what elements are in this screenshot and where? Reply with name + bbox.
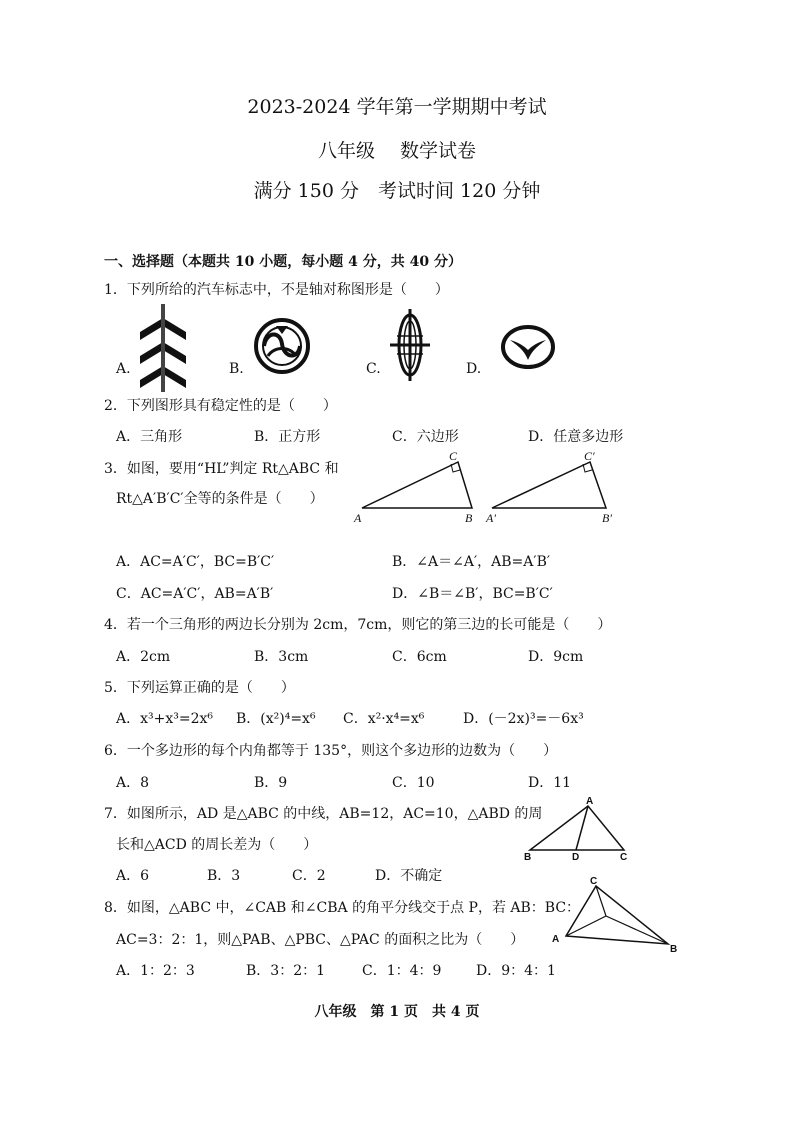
q3-label-c: C	[449, 449, 458, 463]
q8-option-b: B．3：2：1	[246, 963, 326, 979]
q8-stem-line2: AC=3：2：1，则△PAB、△PBC、△PAC 的面积之比为（ ）	[116, 932, 525, 948]
q3-label-b: B	[465, 511, 473, 525]
dongfeng-logo-icon	[252, 316, 312, 376]
page-footer: 八年级 第 1 页 共 4 页	[314, 1004, 480, 1020]
q3-triangles-figure	[350, 446, 630, 530]
q4-stem: 4．若一个三角形的两边长分别为 2cm，7cm，则它的第三边的长可能是（ ）	[104, 617, 612, 633]
q3-option-d: D．∠B＝∠B′，BC=B′C′	[392, 586, 553, 602]
q5-option-b: B．(x²)⁴=x⁶	[236, 711, 316, 727]
q3-option-a: A．AC=A′C′，BC=B′C′	[116, 554, 275, 570]
q1-option-a: A.	[116, 361, 131, 377]
q3-label-a-prime: A′	[486, 511, 496, 525]
q8-option-c: C．1：4：9	[362, 963, 442, 979]
q8-label-c: C	[590, 876, 598, 887]
q8-triangle-figure	[546, 874, 686, 956]
q7-stem-line1: 7．如图所示，AD 是△ABC 的中线，AB=12，AC=10，△ABD 的周	[104, 806, 543, 822]
exam-title: 2023-2024 学年第一学期期中考试	[247, 96, 547, 118]
q6-option-c: C．10	[392, 775, 435, 791]
q3-label-a: A	[354, 511, 362, 525]
q3-label-c-prime: C′	[584, 449, 595, 463]
q4-option-c: C．6cm	[392, 649, 447, 665]
q7-label-b: B	[524, 852, 532, 863]
q4-option-d: D．9cm	[528, 649, 584, 665]
q5-stem: 5．下列运算正确的是（ ）	[104, 680, 295, 696]
lincoln-logo-icon	[388, 306, 432, 384]
section-heading: 一、选择题（本题共 10 小题，每小题 4 分，共 40 分）	[104, 254, 462, 270]
q7-label-d: D	[572, 852, 580, 863]
q7-label-a: A	[586, 796, 594, 807]
q7-option-b: B．3	[207, 868, 241, 884]
q8-option-a: A．1：2：3	[116, 963, 195, 979]
citroen-logo-icon	[136, 302, 190, 394]
q4-option-b: B．3cm	[254, 649, 309, 665]
q6-option-d: D．11	[528, 775, 572, 791]
exam-subtitle: 八年级 数学试卷	[317, 140, 477, 162]
q2-option-d: D．任意多边形	[528, 429, 624, 445]
q4-option-a: A．2cm	[116, 649, 171, 665]
q2-option-b: B．正方形	[254, 429, 321, 445]
q1-option-b: B.	[229, 361, 244, 377]
q5-option-d: D．(－2x)³=－6x³	[463, 711, 584, 727]
q3-stem-line2: Rt△A′B′C′全等的条件是（ ）	[116, 491, 324, 507]
q1-option-d: D.	[466, 361, 482, 377]
q8-label-a: A	[552, 934, 560, 945]
q5-option-c: C．x²·x⁴=x⁶	[343, 711, 425, 727]
q3-label-b-prime: B′	[602, 511, 612, 525]
q6-stem: 6．一个多边形的每个内角都等于 135°，则这个多边形的边数为（ ）	[104, 743, 558, 759]
q7-option-d: D．不确定	[375, 868, 443, 884]
q3-option-b: B．∠A＝∠A′，AB=A′B′	[392, 554, 551, 570]
q7-label-c: C	[620, 852, 628, 863]
q7-triangle-figure	[518, 794, 636, 866]
q2-option-c: C．六边形	[392, 429, 459, 445]
q2-option-a: A．三角形	[116, 429, 183, 445]
q6-option-a: A．8	[116, 775, 150, 791]
q7-option-c: C．2	[292, 868, 326, 884]
q7-option-a: A．6	[116, 868, 150, 884]
q8-option-d: D．9：4：1	[476, 963, 556, 979]
q5-option-a: A．x³+x³=2x⁶	[116, 711, 214, 727]
q1-option-c: C.	[366, 361, 381, 377]
q6-option-b: B．9	[254, 775, 288, 791]
mazda-logo-icon	[500, 324, 556, 370]
q8-label-b: B	[670, 944, 678, 955]
q3-option-c: C．AC=A′C′，AB=A′B′	[116, 586, 274, 602]
q1-stem: 1．下列所给的汽车标志中，不是轴对称图形是（ ）	[104, 282, 449, 298]
exam-info: 满分 150 分 考试时间 120 分钟	[253, 180, 541, 202]
q8-stem-line1: 8．如图，△ABC 中，∠CAB 和∠CBA 的角平分线交于点 P，若 AB：BC：	[104, 900, 581, 916]
q7-stem-line2: 长和△ACD 的周长差为（ ）	[116, 837, 318, 853]
q3-stem-line1: 3．如图，要用“HL”判定 Rt△ABC 和	[104, 461, 339, 477]
q2-stem: 2．下列图形具有稳定性的是（ ）	[104, 398, 337, 414]
